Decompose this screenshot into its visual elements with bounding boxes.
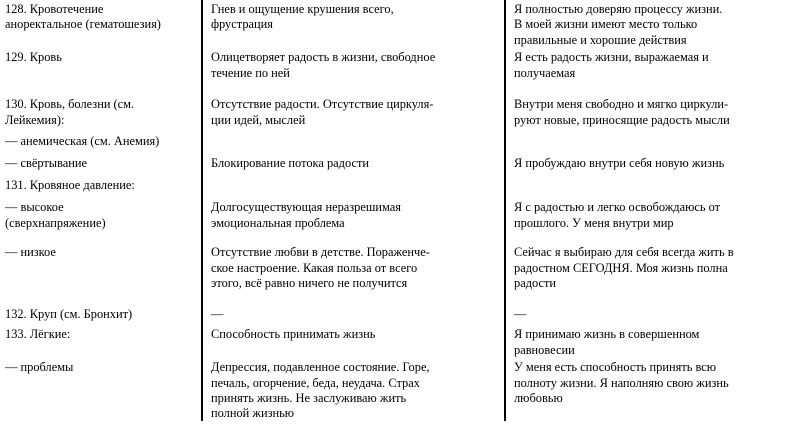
text-line: фрустрация (211, 17, 273, 32)
table-row (0, 198, 790, 243)
table-row (0, 305, 790, 325)
text-line: 132. Круп (см. Бронхит) (5, 307, 133, 322)
cell-problem (0, 132, 201, 154)
table-row (0, 0, 790, 48)
problem-text (0, 243, 201, 260)
cause-text (201, 358, 504, 422)
text-line: Лейкемия): (5, 112, 65, 127)
cell-problem (0, 198, 201, 243)
cell-affirmation (504, 48, 790, 95)
problem-text (0, 154, 201, 171)
text-line: руют новые, приносящие радость мысли (514, 112, 730, 127)
cell-affirmation (504, 198, 790, 243)
problem-text (0, 48, 201, 65)
em-dash-placeholder: — (211, 307, 224, 322)
problem-text (0, 198, 201, 231)
text-line: Депрессия, подавленное состояние. Горе, (211, 360, 430, 375)
cell-cause (201, 198, 504, 243)
cell-affirmation (504, 305, 790, 325)
text-line: полной жизнью (211, 406, 295, 421)
text-line: получаемая (514, 65, 576, 80)
text-line: Я пробуждаю внутри себя новую жизнь (514, 156, 725, 171)
em-dash-placeholder: — (514, 307, 527, 322)
cell-cause (201, 132, 504, 154)
text-line: принять жизнь. Не заслуживаю жить (211, 391, 407, 406)
text-line: 131. Кровяное давление: (5, 178, 135, 193)
table-row (0, 243, 790, 305)
problem-text (0, 176, 201, 193)
text-line: Гнев и ощущение крушения всего, (211, 2, 394, 16)
text-line: равновесии (514, 342, 575, 357)
table-row (0, 132, 790, 154)
cause-text (201, 198, 504, 231)
cell-cause (201, 358, 504, 436)
text-line: прошлого. У меня внутри мир (514, 215, 674, 230)
cell-problem (0, 48, 201, 95)
affirmation-text (504, 358, 790, 406)
text-line: полноту жизни. Я наполняю свою жизнь (514, 375, 729, 390)
text-line: Я есть радость жизни, выражаемая и (514, 50, 709, 65)
text-line: Я с радостью и легко освобождаюсь от (514, 200, 721, 215)
cell-affirmation (504, 243, 790, 305)
problem-text (0, 305, 201, 322)
text-line: Отсутствие радости. Отсутствие циркуля- (211, 97, 434, 112)
affirmation-text (504, 0, 790, 48)
cell-affirmation (504, 154, 790, 176)
text-line: любовью (514, 391, 563, 406)
text-line: этого, всё равно ничего не получится (211, 276, 408, 291)
text-line: Отсутствие любви в детстве. Пораженче- (211, 245, 430, 260)
affirmation-text (504, 243, 790, 291)
cell-affirmation (504, 358, 790, 436)
table-row (0, 325, 790, 358)
affirmation-text (504, 154, 790, 171)
cell-cause (201, 48, 504, 95)
problem-text (0, 325, 201, 342)
text-line: 130. Кровь, болезни (см. (5, 97, 135, 112)
cell-cause (201, 0, 504, 48)
text-line: аноректальное (гематошезия) (5, 17, 161, 32)
cause-text (201, 95, 504, 128)
cause-text (201, 243, 504, 291)
text-line: правильные и хорошие действия (514, 32, 687, 47)
cause-text (201, 176, 504, 178)
table-row (0, 48, 790, 95)
cell-problem (0, 243, 201, 305)
text-line: — свёртывание (5, 156, 88, 171)
cell-problem (0, 176, 201, 198)
cell-affirmation (504, 325, 790, 358)
cell-problem (0, 154, 201, 176)
text-line: Долгосуществующая неразрешимая (211, 200, 401, 215)
affirmation-text (504, 305, 790, 322)
cell-cause (201, 305, 504, 325)
problem-text (0, 132, 201, 149)
cell-problem (0, 325, 201, 358)
cell-cause (201, 95, 504, 132)
text-line: У меня есть способность принять всю (514, 360, 717, 375)
cell-affirmation (504, 0, 790, 48)
text-line: радости (514, 276, 557, 291)
cell-problem (0, 95, 201, 132)
cell-cause (201, 243, 504, 305)
cause-text (201, 132, 504, 134)
table-row (0, 358, 790, 436)
cell-affirmation (504, 176, 790, 198)
cause-text (201, 0, 504, 33)
cell-problem (0, 358, 201, 436)
text-line: 128. Кровотечение (5, 2, 104, 16)
cell-problem (0, 305, 201, 325)
affirmation-text (504, 176, 790, 178)
text-line: Внутри меня свободно и мягко циркули- (514, 97, 729, 112)
affirmation-text (504, 198, 790, 231)
cause-text (201, 325, 504, 342)
problem-text (0, 358, 201, 375)
text-line: печаль, огорчение, беда, неудача. Страх (211, 375, 420, 390)
problem-text (0, 95, 201, 128)
cause-text (201, 305, 504, 322)
table-row (0, 176, 790, 198)
cell-cause (201, 325, 504, 358)
text-line: (сверхнапряжение) (5, 215, 106, 230)
text-line: Способность принимать жизнь (211, 327, 376, 342)
cell-cause (201, 154, 504, 176)
cell-problem (0, 0, 201, 48)
text-line: течение по ней (211, 65, 290, 80)
affirmation-text (504, 132, 790, 134)
text-line: ции идей, мыслей (211, 112, 306, 127)
table-row (0, 154, 790, 176)
text-line: Олицетворяет радость в жизни, свободное (211, 50, 436, 65)
cause-text (201, 154, 504, 171)
text-line: радостном СЕГОДНЯ. Моя жизнь полна (514, 260, 728, 275)
text-line: В моей жизни имеют место только (514, 17, 698, 32)
problem-text (0, 0, 201, 33)
cell-cause (201, 176, 504, 198)
table-row (0, 95, 790, 132)
text-line: — низкое (5, 245, 56, 260)
affirmation-text (504, 95, 790, 128)
cell-affirmation (504, 132, 790, 154)
text-line: — высокое (5, 200, 64, 215)
text-line: 129. Кровь (5, 50, 62, 65)
cause-text (201, 48, 504, 81)
text-line: эмоциональная проблема (211, 215, 345, 230)
text-line: Блокирование потока радости (211, 156, 370, 171)
text-line: Я полностью доверяю процессу жизни. (514, 2, 723, 16)
text-line: Сейчас я выбираю для себя всегда жить в (514, 245, 734, 260)
affirmation-text (504, 48, 790, 81)
text-line: — анемическая (см. Анемия) (5, 134, 160, 149)
text-line: Я принимаю жизнь в совершенном (514, 327, 700, 342)
text-line: — проблемы (5, 360, 74, 375)
cell-affirmation (504, 95, 790, 132)
affirmation-text (504, 325, 790, 358)
text-line: 133. Лёгкие: (5, 327, 71, 342)
text-line: ское настроение. Какая польза от всего (211, 260, 418, 275)
